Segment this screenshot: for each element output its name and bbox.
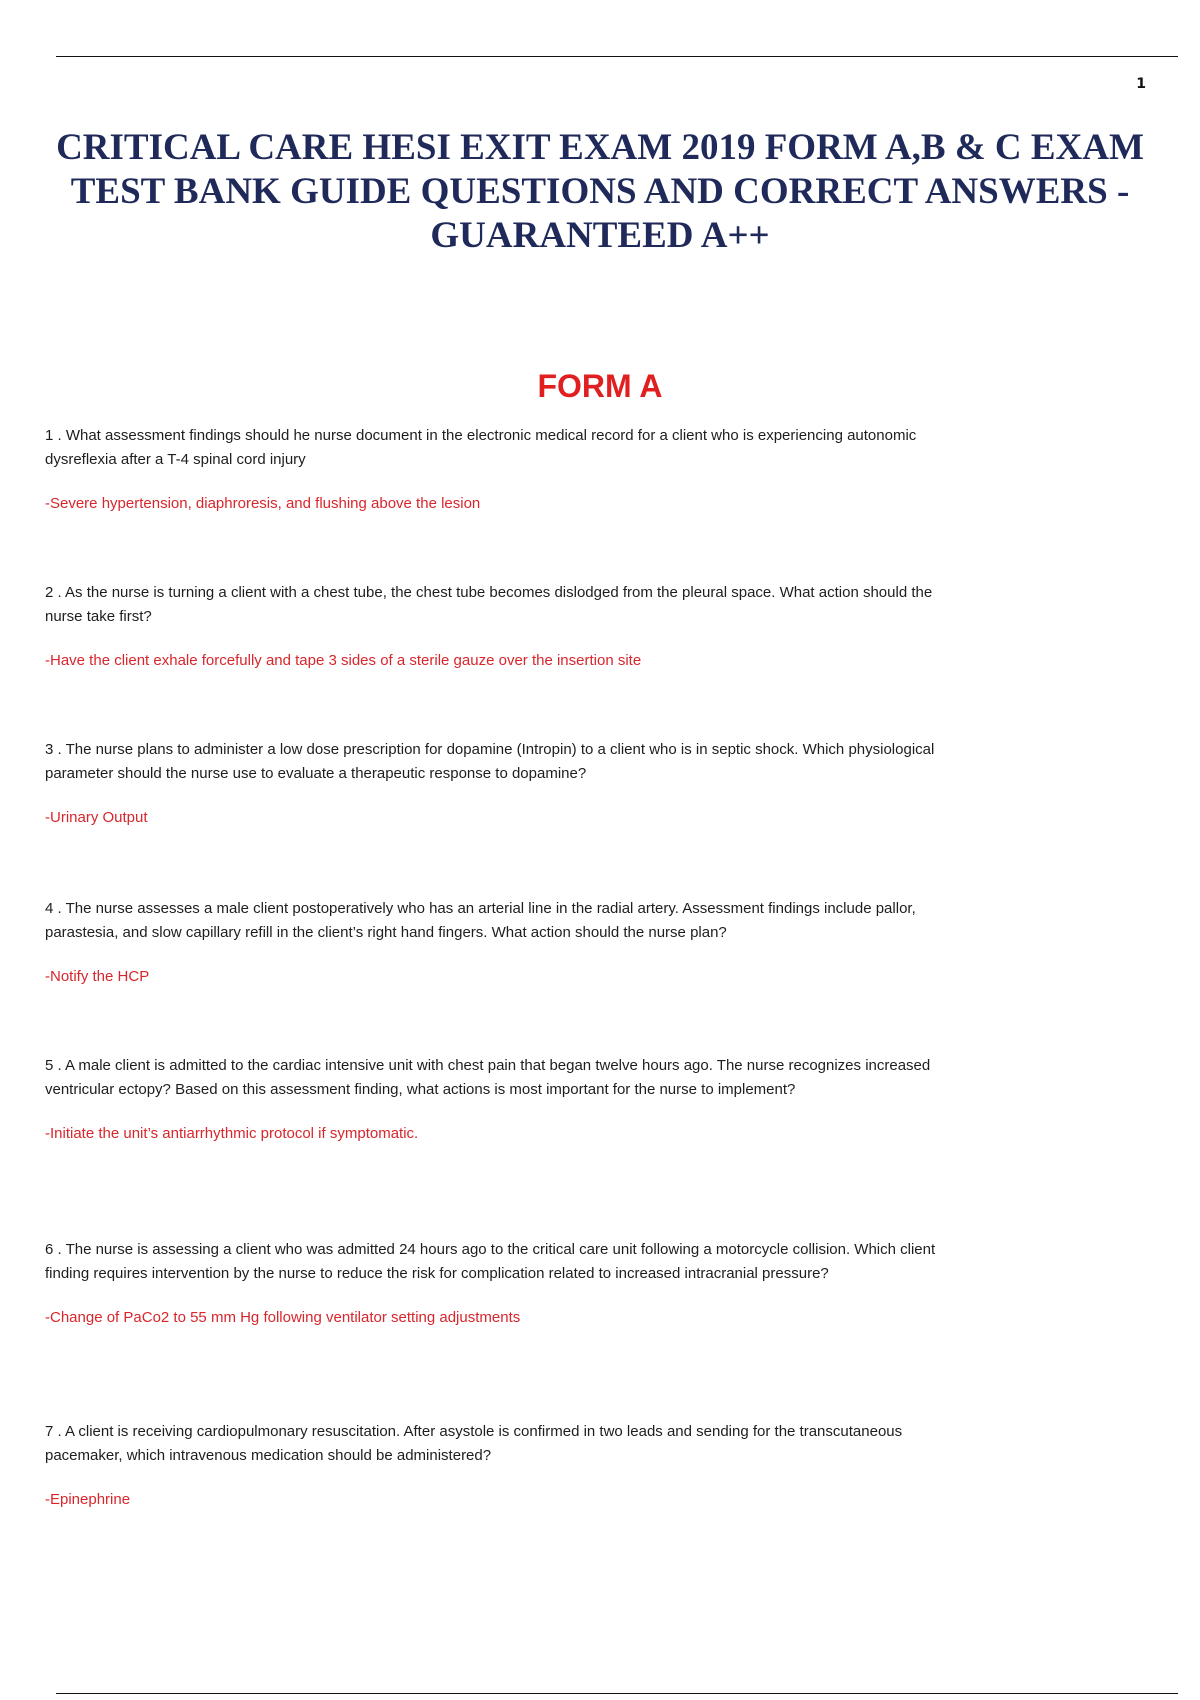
question-1: 1 . What assessment findings should he nurse document in the electronic medical record for a client who is experiencing autonomic dysreflexia after a T-4 spinal cord injury xyxy=(45,427,917,468)
answer-4: -Notify the HCP xyxy=(45,968,150,985)
bottom-divider xyxy=(56,1693,1178,1694)
answer-3: -Urinary Output xyxy=(45,809,148,826)
question-3: 3 . The nurse plans to administer a low dose prescription for dopamine (Intropin) to a client who is in septic shock. Which physiological parameter should the nurse use to evaluate a therapeutic response to dopamine? xyxy=(45,741,935,782)
question-answer-list xyxy=(45,424,965,1512)
top-divider xyxy=(56,56,1178,57)
question-2: 2 . As the nurse is turning a client with a chest tube, the chest tube becomes dislodged from the pleural space. What action should the nurse take first? xyxy=(45,584,933,625)
qa-item-1 xyxy=(45,424,965,581)
page-number: 1 xyxy=(1136,76,1146,92)
question-6: 6 . The nurse is assessing a client who was admitted 24 hours ago to the critical care unit following a motorcycle collision. Which client finding requires intervention by the nurse to reduce the risk for complication related to increased intracranial pressure? xyxy=(45,1241,936,1282)
qa-item-4 xyxy=(45,897,965,1054)
answer-2: -Have the client exhale forcefully and tape 3 sides of a sterile gauze over the insertion site xyxy=(45,652,642,669)
qa-item-7 xyxy=(45,1420,965,1512)
question-5: 5 . A male client is admitted to the cardiac intensive unit with chest pain that began twelve hours ago. The nurse recognizes increased ventricular ectopy? Based on this assessment finding, what actions is most important for the nurse to implement? xyxy=(45,1057,931,1098)
section-heading-form-a: FORM A xyxy=(537,368,663,404)
answer-6: -Change of PaCo2 to 55 mm Hg following ventilator setting adjustments xyxy=(45,1309,521,1326)
answer-7: -Epinephrine xyxy=(45,1491,131,1508)
question-7: 7 . A client is receiving cardiopulmonary resuscitation. After asystole is confirmed in two leads and sending for the transcutaneous pacemaker, which intravenous medication should be administered? xyxy=(45,1423,903,1464)
qa-item-3 xyxy=(45,738,965,897)
qa-item-5 xyxy=(45,1054,965,1238)
question-4: 4 . The nurse assesses a male client postoperatively who has an arterial line in the radial artery. Assessment findings include pallor, parastesia, and slow capillary refill in the client’s right hand fingers. What action should the nurse plan? xyxy=(45,900,916,941)
document-title: CRITICAL CARE HESI EXIT EXAM 2019 FORM A,B & C EXAM TEST BANK GUIDE QUESTIONS AND CORRECT ANSWERS - GUARANTEED A++ xyxy=(56,127,1144,256)
qa-item-6 xyxy=(45,1238,965,1420)
answer-5: -Initiate the unit’s antiarrhythmic protocol if symptomatic. xyxy=(45,1125,419,1142)
qa-item-2 xyxy=(45,581,965,738)
answer-1: -Severe hypertension, diaphroresis, and flushing above the lesion xyxy=(45,495,481,512)
